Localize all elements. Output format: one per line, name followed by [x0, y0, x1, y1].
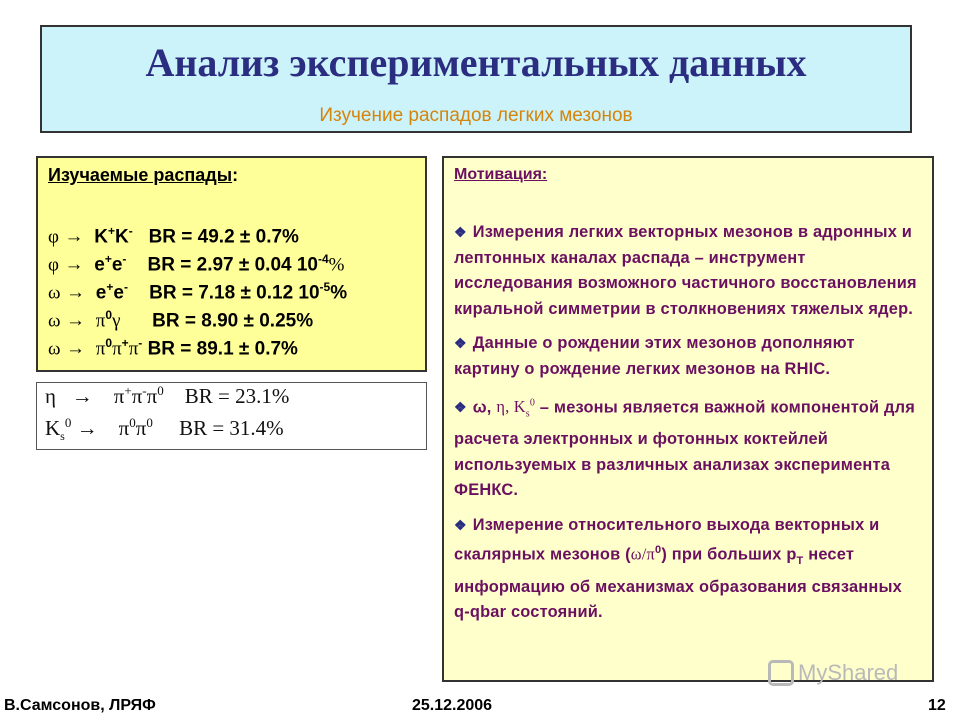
list-item: ❖ Данные о рождении этих мезонов дополняют картину о рождение легких мезонов на RHIC.: [454, 334, 855, 378]
motivation-list: [454, 220, 920, 635]
diamond-bullet-icon: ❖: [454, 335, 467, 351]
footer-author: В.Самсонов, ЛРЯФ: [4, 697, 156, 714]
decays-heading: Изучаемые распады:: [48, 165, 239, 185]
diamond-bullet-icon: ❖: [454, 516, 467, 533]
decay-row: ω → e+e- BR = 7.18 ± 0.12 $10^{-5}\%$: [48, 280, 348, 304]
decay-row: $\omega \to \pi^0\pi^+\pi^-$ BR = 89.1 ± 0.7%: [48, 336, 298, 360]
decay-row: $\omega \to \pi^0\gamma$ BR = 8.90 ± 0.25%: [48, 308, 314, 332]
title-box: [40, 25, 912, 133]
watermark: MyShared: [768, 660, 898, 686]
page-number: 12: [928, 697, 946, 714]
slide-title: Анализ экспериментальных данных: [145, 40, 807, 85]
decay-row: φ → K+K- BR = 49.2 ± 0.7%: [48, 224, 299, 248]
footer-date: 25.12.2006: [412, 697, 493, 714]
decay-row: η → $\pi^+\pi^-\pi^0$ BR = 23.1%: [45, 383, 290, 408]
slide-subtitle: Изучение распадов легких мезонов: [319, 105, 633, 126]
diamond-bullet-icon: ❖: [454, 399, 467, 416]
decays-panel: [36, 156, 427, 372]
list-item: ❖ ω, η, $K_s^0$ – мезоны является важной компонентой для расчета электронных и фотонных коктейлей используемых в различных анализах эксперимента ФЕНКС.: [454, 397, 915, 500]
scalar-decays-panel: [36, 382, 427, 450]
list-item: ❖ Измерения легких векторных мезонов в адронных и лептонных каналах распада – инструмент исследования возможного частичного восстановления киральной симметрии в столкновениях тяжелых ядер.: [454, 223, 917, 318]
diamond-bullet-icon: ❖: [454, 224, 467, 240]
logo-icon: [768, 660, 794, 686]
decay-row: $K_s^0$ → $\pi^0\pi^0$ BR = 31.4%: [45, 415, 284, 444]
list-item: ❖ Измерение относительного выхода векторных и скалярных мезонов $(\omega/\pi^0)$ при больших $p_T$ несет информацию об механизмах образования связанных q-qbar состояний.: [454, 515, 902, 621]
decay-row: φ → e+e- BR = 2.97 ± 0.04 $10^{-4}\%$: [48, 252, 345, 276]
motivation-panel: [442, 156, 934, 682]
motivation-heading: Мотивация:: [454, 166, 548, 183]
